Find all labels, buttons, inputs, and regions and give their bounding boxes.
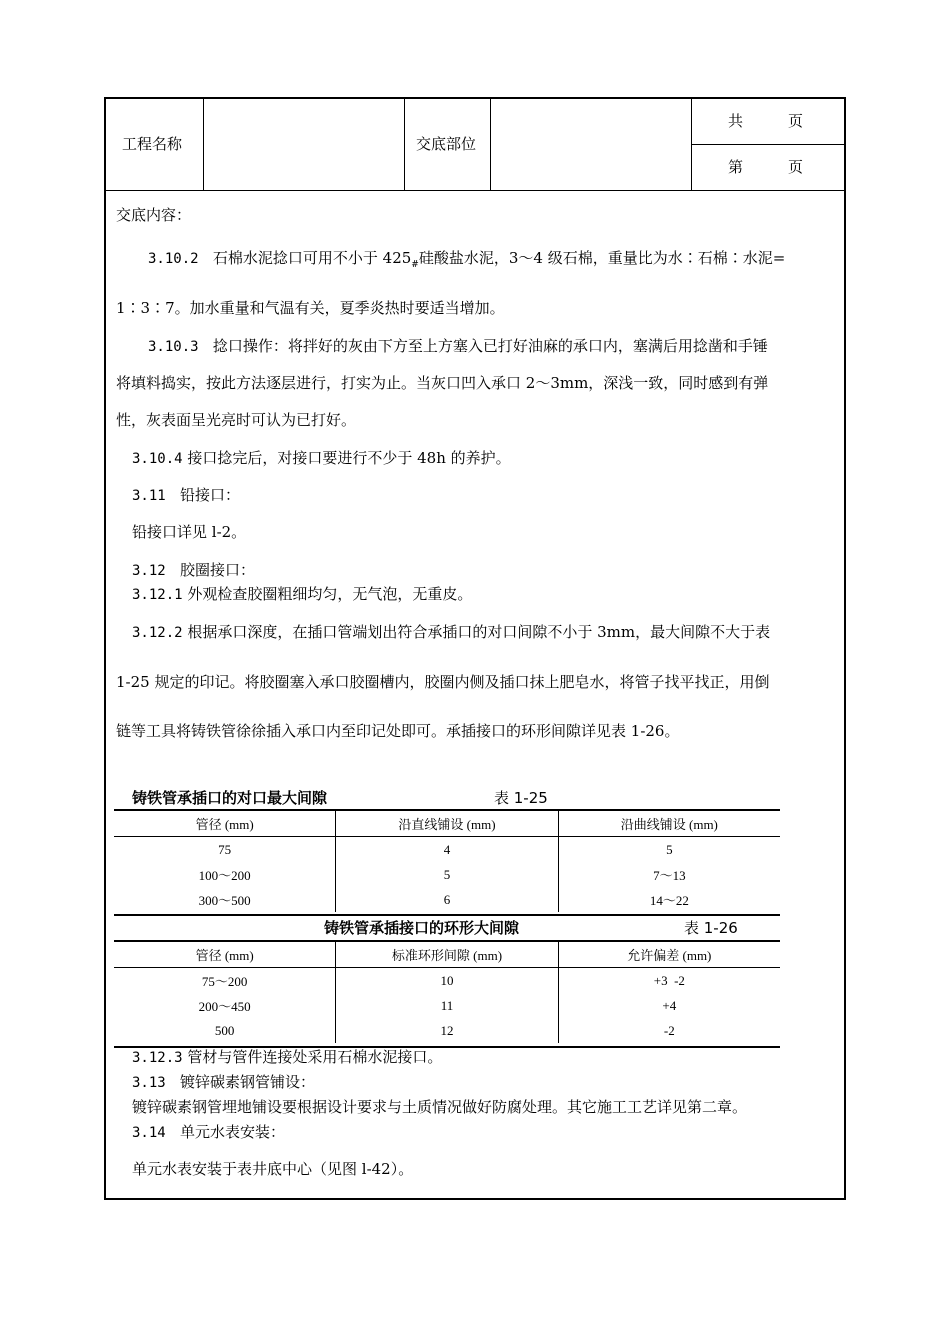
para-3-10-3-line1	[148, 339, 768, 354]
para-3-12-2-line2: 1-25 规定的印记。将胶圈塞入承口胶圈槽内，胶圈内侧及插口抹上肥皂水，将管子找平找正，用倒	[116, 673, 770, 691]
table-1-26-caption: 铸铁管承插接口的环形大间隙	[324, 919, 520, 937]
table-row	[114, 1018, 780, 1043]
table-row	[114, 862, 780, 887]
para-text: 外观检查胶圈粗细均匀，无气泡，无重皮。	[187, 585, 473, 603]
para-3-14-detail: 单元水表安装于表井底中心（见图 l-42）。	[132, 1160, 414, 1178]
para-3-13-detail: 镀锌碳素钢管埋地铺设要根据设计要求与土质情况做好防腐处理。其它施工工艺详见第二章。	[132, 1098, 748, 1116]
para-text: 铅接口：	[180, 486, 241, 504]
table-header-row	[114, 942, 780, 968]
header-page-split	[691, 144, 846, 145]
para-3-13	[132, 1075, 315, 1090]
para-text: 接口捻完后，对接口要进行不少于 48h 的养护。	[187, 449, 511, 467]
para-text: 镀锌碳素钢管铺设：	[180, 1073, 316, 1091]
table-cell: 6	[336, 887, 558, 912]
table-cell: 4	[336, 837, 558, 863]
table-row	[114, 968, 780, 994]
para-text: 单元水表安装：	[180, 1123, 286, 1141]
header-cell: 沿曲线铺设 (mm)	[558, 811, 780, 837]
section-num: 3.10.3	[148, 339, 199, 355]
section-num: 3.12.3	[132, 1050, 183, 1066]
table-cell: 200～450	[198, 999, 251, 1014]
table-cell: 300～500	[198, 893, 251, 908]
header-cell: 沿直线铺设 (mm)	[336, 811, 558, 837]
project-name-label: 工程名称	[122, 135, 183, 153]
section-num: 3.12	[132, 563, 166, 579]
section-num: 3.14	[132, 1125, 166, 1141]
para-3-10-4	[132, 451, 511, 466]
section-num: 3.12.1	[132, 587, 183, 603]
table-1-26	[114, 942, 780, 1043]
section-num: 3.11	[132, 488, 166, 504]
para-3-12-3	[132, 1050, 442, 1065]
table-1-26-top-rule	[114, 914, 780, 916]
table-cell: 100～200	[198, 868, 251, 883]
table-1-25-caption: 铸铁管承插口的对口最大间隙	[132, 789, 328, 807]
para-3-12-2-line1	[132, 625, 770, 640]
para-3-11-detail: 铅接口详见 l-2。	[132, 523, 247, 541]
table-cell: +4	[558, 993, 780, 1018]
para-3-12-2-line3: 链等工具将铸铁管徐徐插入承口内至印记处即可。承插接口的环形间隙详见表 1-26。	[116, 722, 680, 740]
table-header-row	[114, 811, 780, 837]
table-cell: 7～13	[558, 862, 780, 887]
para-3-10-2-line1	[148, 251, 785, 270]
para-3-11	[132, 488, 240, 503]
subscript-mark: #	[411, 260, 419, 270]
header-cell: 管径 (mm)	[114, 942, 336, 968]
table-cell: 11	[336, 993, 558, 1018]
intro-label: 交底内容：	[116, 206, 192, 224]
para-3-12-1	[132, 587, 472, 602]
table-1-25-number: 表 1-25	[494, 789, 548, 807]
para-text: 石棉水泥捻口可用不小于 425	[212, 249, 412, 267]
table-cell: 75～200	[201, 974, 248, 989]
header-cell: 允许偏差 (mm)	[558, 942, 780, 968]
table-cell: 75	[218, 841, 232, 857]
table-cell: 5	[558, 837, 780, 863]
header-cell: 管径 (mm)	[114, 811, 336, 837]
table-cell: +3 -2	[558, 968, 780, 994]
total-pages: 共 页	[728, 112, 804, 130]
table-cell: 500	[214, 1022, 235, 1038]
para-3-12	[132, 563, 255, 578]
para-text: 硅酸盐水泥，3～4 级石棉，重量比为水∶石棉∶水泥=	[418, 249, 786, 267]
para-text: 胶圈接口：	[180, 561, 256, 579]
table-cell: 5	[336, 862, 558, 887]
table-cell: 10	[336, 968, 558, 994]
header-bottom-line	[104, 190, 846, 191]
para-3-10-3-line2: 将填料捣实，按此方法逐层进行，打实为止。当灰口凹入承口 2～3mm，深浅一致，同时感到有弹	[116, 374, 769, 392]
section-num: 3.10.2	[148, 251, 199, 267]
para-text: 管材与管件连接处采用石棉水泥接口。	[187, 1048, 443, 1066]
header-divider-1	[203, 97, 204, 191]
table-1-25	[114, 811, 780, 912]
table-cell: 14～22	[558, 887, 780, 912]
para-3-10-2-line2: 1∶3∶7。加水重量和气温有关，夏季炎热时要适当增加。	[116, 299, 505, 317]
para-3-10-3-line3: 性，灰表面呈光亮时可认为已打好。	[116, 411, 357, 429]
section-num: 3.10.4	[132, 451, 183, 467]
section-num: 3.12.2	[132, 625, 183, 641]
table-cell: -2	[558, 1018, 780, 1043]
header-divider-3	[490, 97, 491, 191]
para-3-14	[132, 1125, 285, 1140]
para-text: 捻口操作：将拌好的灰由下方至上方塞入已打好油麻的承口内，塞满后用捻凿和手锤	[212, 337, 768, 355]
table-row	[114, 993, 780, 1018]
table-1-26-number: 表 1-26	[684, 919, 738, 937]
table-cell: 12	[336, 1018, 558, 1043]
page-number: 第 页	[728, 158, 804, 176]
table-row	[114, 837, 780, 863]
header-divider-2	[404, 97, 405, 191]
section-num: 3.13	[132, 1075, 166, 1091]
para-text: 根据承口深度，在插口管端划出符合承插口的对口间隙不小于 3mm，最大间隙不大于表	[187, 623, 771, 641]
header-cell: 标准环形间隙 (mm)	[336, 942, 558, 968]
table-row	[114, 887, 780, 912]
handover-part-label: 交底部位	[416, 135, 477, 153]
